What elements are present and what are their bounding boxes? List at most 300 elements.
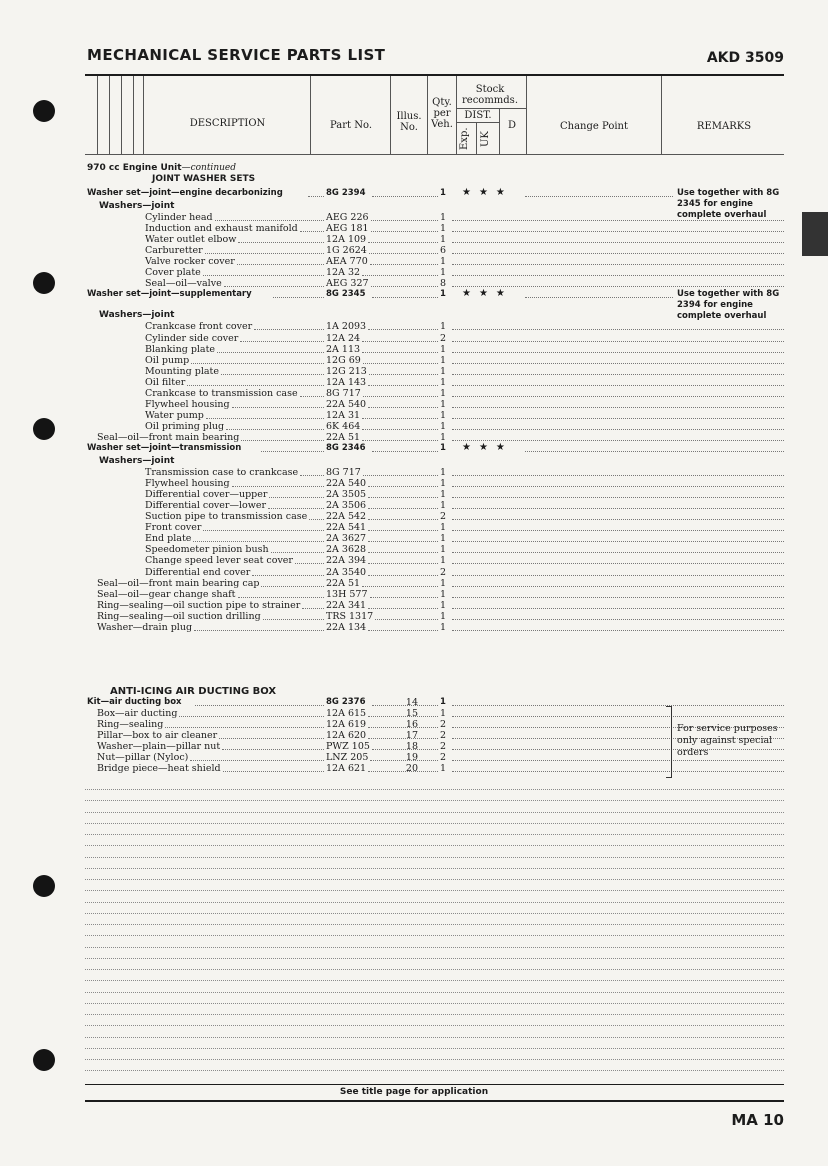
row-part-number: 22A 540 [326, 398, 367, 410]
column-illus-no: Illus. No. [396, 111, 422, 133]
row-quantity: 2 [440, 332, 447, 344]
row-part-number: 12A 109 [326, 234, 367, 246]
dot-leader [363, 363, 438, 364]
dot-leader [252, 575, 324, 576]
row-part-number: 8G 2345 [326, 289, 366, 300]
dot-leader [263, 619, 324, 620]
row-description: Differential cover—upper [145, 489, 268, 501]
dot-leader [452, 363, 784, 364]
dot-leader [452, 497, 784, 498]
dot-leader [525, 196, 673, 197]
row-remark: Use together with 8G 2394 for engine complete overhaul [677, 289, 780, 322]
row-description: Crankcase front cover [145, 321, 253, 333]
blank-line [85, 857, 784, 858]
dot-leader [368, 242, 438, 243]
row-quantity: 1 [440, 398, 447, 410]
dot-leader [452, 519, 784, 520]
row-part-number: PWZ 105 [326, 741, 370, 753]
table-row [0, 399, 828, 410]
dot-leader [452, 352, 784, 353]
table-row [0, 589, 828, 600]
dot-leader [452, 716, 784, 717]
table-row [0, 567, 828, 578]
table-row [0, 321, 828, 332]
table-row [0, 555, 828, 566]
blank-line [85, 1003, 784, 1004]
dot-leader [273, 297, 324, 298]
dot-leader [203, 275, 324, 276]
dot-leader [525, 451, 784, 452]
dot-leader [195, 705, 324, 706]
dot-leader [363, 396, 438, 397]
dot-leader [368, 329, 438, 330]
column-qty-per-vehicle: Qty. per Veh. [431, 97, 453, 130]
dot-leader [452, 374, 784, 375]
row-part-number: AEA 770 [326, 256, 368, 268]
row-part-number: 12A 615 [326, 708, 367, 720]
column-stock-recommended: Stock recommds. [462, 84, 518, 106]
stock-stars: ★★★ [462, 288, 513, 300]
dot-leader [203, 530, 324, 531]
row-description: Valve rocker cover [145, 256, 235, 268]
row-part-number: AEG 181 [326, 223, 369, 235]
row-quantity: 1 [440, 763, 447, 775]
blank-line [85, 834, 784, 835]
dot-leader [217, 352, 324, 353]
row-description: Oil filter [145, 376, 186, 388]
row-part-number: 12A 31 [326, 409, 361, 421]
footer-rule [85, 1100, 784, 1102]
row-quantity: 1 [440, 267, 447, 279]
table-row [0, 234, 828, 245]
row-quantity: 1 [440, 489, 447, 501]
table-row [0, 600, 828, 611]
dot-leader [362, 418, 438, 419]
dot-leader [362, 341, 438, 342]
row-quantity: 8 [440, 278, 447, 290]
row-description: Flywheel housing [145, 398, 230, 410]
dot-leader [372, 297, 438, 298]
column-change-point: Change Point [560, 121, 628, 132]
dot-leader [309, 519, 324, 520]
blank-line [85, 958, 784, 959]
binder-hole [33, 100, 55, 122]
dot-leader [452, 440, 784, 441]
row-quantity: 1 [440, 697, 446, 707]
row-part-number: 2A 3627 [326, 533, 367, 545]
dot-leader [268, 508, 324, 509]
table-row [0, 578, 828, 589]
dot-leader [452, 475, 784, 476]
table-row [0, 212, 828, 223]
dot-leader [226, 429, 324, 430]
row-quantity: 1 [440, 500, 447, 512]
stock-stars: ★★★ [462, 442, 513, 453]
dot-leader [452, 619, 784, 620]
dot-leader [371, 286, 438, 287]
dot-leader [368, 563, 438, 564]
row-part-number: 22A 51 [326, 431, 361, 443]
row-description: Water pump [145, 409, 204, 421]
row-description: Oil pump [145, 354, 190, 366]
dot-leader [452, 418, 784, 419]
table-row [0, 432, 828, 443]
row-part-number: 12A 619 [326, 719, 367, 731]
dot-leader [261, 451, 324, 452]
row-quantity: 1 [440, 577, 447, 589]
table-row [0, 245, 828, 256]
row-quantity: 1 [440, 289, 446, 300]
blank-line [85, 1025, 784, 1026]
row-description: Seal—oil—front main bearing cap [97, 577, 260, 589]
row-description: Cylinder head [145, 212, 213, 224]
dot-leader [452, 329, 784, 330]
dot-leader [368, 486, 438, 487]
table-row [0, 511, 828, 522]
blank-line [85, 1059, 784, 1060]
row-part-number: 12A 620 [326, 730, 367, 742]
dot-leader [223, 771, 324, 772]
table-row [0, 522, 828, 533]
dot-leader [452, 760, 784, 761]
row-quantity: 1 [440, 555, 447, 567]
blank-line [85, 1048, 784, 1049]
table-row [0, 697, 828, 708]
binder-hole [33, 1049, 55, 1071]
row-description: Ring—sealing—oil suction drilling [97, 610, 261, 622]
dot-leader [368, 530, 438, 531]
page-title: MECHANICAL SERVICE PARTS LIST [87, 46, 386, 64]
dot-leader [452, 275, 784, 276]
row-description: Transmission case to crankcase [145, 467, 299, 479]
column-export: Exp. [459, 127, 470, 150]
row-quantity: 1 [440, 188, 446, 198]
row-part-number: 8G 2376 [326, 697, 366, 707]
dot-leader [370, 264, 438, 265]
row-part-number: TRS 1317 [326, 610, 374, 622]
dot-leader [452, 429, 784, 430]
row-quantity: 2 [440, 566, 447, 578]
dot-leader [368, 541, 438, 542]
dot-leader [372, 196, 438, 197]
blank-line [85, 1014, 784, 1015]
dot-leader [165, 727, 324, 728]
group-bracket [666, 706, 672, 778]
dot-leader [368, 630, 438, 631]
row-part-number: 22A 542 [326, 511, 367, 523]
row-description: Box—air ducting [97, 708, 178, 720]
row-quantity: 6 [440, 245, 447, 257]
dot-leader [232, 407, 324, 408]
row-description: Speedometer pinion bush [145, 544, 269, 556]
dot-leader [525, 297, 673, 298]
table-row [0, 478, 828, 489]
row-description: Seal—oil—front main bearing [97, 431, 240, 443]
row-part-number: 22A 541 [326, 522, 367, 534]
table-row [0, 421, 828, 432]
dot-leader [219, 738, 324, 739]
row-description: Mounting plate [145, 365, 219, 377]
row-description: Washer—drain plug [97, 621, 193, 633]
table-row [0, 355, 828, 366]
row-illus-number: 16 [405, 719, 418, 731]
dot-leader [371, 220, 438, 221]
page-number: MA 10 [731, 1111, 784, 1129]
blank-line [85, 789, 784, 790]
dot-leader [368, 519, 438, 520]
table-row [0, 366, 828, 377]
row-illus-number: 20 [405, 763, 418, 775]
row-part-number: 12A 621 [326, 763, 367, 775]
subgroup-heading: Washers—joint [99, 456, 175, 467]
row-description: Change speed lever seat cover [145, 555, 293, 567]
row-illus-number: 17 [405, 730, 418, 742]
dot-leader [371, 231, 438, 232]
dot-leader [368, 575, 438, 576]
dot-leader [452, 396, 784, 397]
dot-leader [452, 486, 784, 487]
dot-leader [222, 749, 324, 750]
row-part-number: AEG 226 [326, 212, 369, 224]
dot-leader [452, 563, 784, 564]
row-quantity: 1 [440, 376, 447, 388]
row-description: Kit—air ducting box [87, 697, 182, 707]
row-quantity: 1 [440, 610, 447, 622]
row-description: Washer set—joint—engine decarbonizing [87, 188, 283, 198]
column-uk: UK [480, 131, 491, 147]
dot-leader [452, 530, 784, 531]
table-row [0, 377, 828, 388]
row-part-number: 2A 3506 [326, 500, 367, 512]
row-illus-number: 15 [405, 708, 418, 720]
dot-leader [452, 586, 784, 587]
section-continued: —continued [181, 163, 236, 173]
dot-leader [295, 563, 324, 564]
row-description: Seal—oil—gear change shaft [97, 588, 236, 600]
row-description: Cover plate [145, 267, 201, 279]
row-quantity: 1 [440, 478, 447, 490]
anti-icing-title: ANTI-ICING AIR DUCTING BOX [110, 686, 277, 697]
row-part-number: 8G 2346 [326, 443, 366, 453]
dot-leader [363, 475, 438, 476]
dot-leader [452, 242, 784, 243]
row-quantity: 1 [440, 343, 447, 355]
blank-line [85, 879, 784, 880]
row-quantity: 1 [440, 467, 447, 479]
row-quantity: 1 [440, 256, 447, 268]
dot-leader [452, 552, 784, 553]
dot-leader [300, 475, 324, 476]
footer-application-note: See title page for application [339, 1087, 489, 1097]
table-row [0, 344, 828, 355]
section-title [87, 163, 236, 174]
row-description: Ring—sealing [97, 719, 164, 731]
row-quantity: 1 [440, 621, 447, 633]
dot-leader [206, 418, 324, 419]
blank-line [85, 868, 784, 869]
blank-line [85, 935, 784, 936]
dot-leader [205, 253, 324, 254]
row-quantity: 2 [440, 719, 447, 731]
dot-leader [261, 586, 324, 587]
row-quantity: 1 [440, 588, 447, 600]
column-dist: DIST. [464, 110, 492, 121]
dot-leader [215, 220, 324, 221]
row-part-number: 22A 394 [326, 555, 367, 567]
dot-leader [369, 374, 438, 375]
row-part-number: 12A 24 [326, 332, 361, 344]
dot-leader [300, 396, 324, 397]
row-part-number: 22A 134 [326, 621, 367, 633]
table-row [0, 489, 828, 500]
row-description: Nut—pillar (Nyloc) [97, 752, 189, 764]
row-quantity: 2 [440, 752, 447, 764]
blank-line [85, 924, 784, 925]
dot-leader [193, 541, 324, 542]
row-description: Washer set—joint—supplementary [87, 289, 252, 300]
row-description: Blanking plate [145, 343, 216, 355]
row-part-number: 8G 717 [326, 387, 361, 399]
table-row [0, 333, 828, 344]
dot-leader [194, 630, 324, 631]
section-subtitle: JOINT WASHER SETS [152, 174, 256, 184]
row-quantity: 1 [440, 387, 447, 399]
dot-leader [452, 264, 784, 265]
row-description: Seal—oil—valve [145, 278, 222, 290]
dot-leader [368, 407, 438, 408]
dot-leader [452, 541, 784, 542]
row-quantity: 2 [440, 511, 447, 523]
table-row [0, 467, 828, 478]
dot-leader [368, 508, 438, 509]
row-remark: Use together with 8G 2345 for engine complete overhaul [677, 188, 780, 220]
dot-leader [452, 575, 784, 576]
table-row [0, 500, 828, 511]
row-quantity: 1 [440, 533, 447, 545]
dot-leader [232, 486, 324, 487]
dot-leader [452, 253, 784, 254]
row-part-number: LNZ 205 [326, 752, 369, 764]
dot-leader [370, 597, 438, 598]
row-part-number: 12A 32 [326, 267, 361, 279]
dot-leader [362, 275, 438, 276]
dot-leader [238, 242, 324, 243]
row-quantity: 1 [440, 522, 447, 534]
dot-leader [452, 705, 784, 706]
row-part-number: 22A 51 [326, 577, 361, 589]
dot-leader [300, 231, 324, 232]
row-quantity: 1 [440, 365, 447, 377]
row-illus-number: 14 [405, 697, 418, 708]
row-quantity: 2 [440, 730, 447, 742]
dot-leader [362, 586, 438, 587]
row-quantity: 1 [440, 212, 447, 224]
dot-leader [221, 374, 324, 375]
row-part-number: 8G 2394 [326, 188, 366, 198]
row-illus-number: 18 [405, 741, 418, 753]
dot-leader [241, 440, 324, 441]
blank-line [85, 812, 784, 813]
row-description: Differential cover—lower [145, 500, 267, 512]
dot-leader [452, 508, 784, 509]
dot-leader [190, 760, 324, 761]
row-quantity: 1 [440, 708, 447, 720]
row-part-number: 12G 213 [326, 365, 367, 377]
table-row [0, 763, 828, 774]
dot-leader [362, 429, 438, 430]
row-part-number: 12A 143 [326, 376, 367, 388]
row-part-number: 6K 464 [326, 420, 361, 432]
document-reference: AKD 3509 [706, 50, 784, 66]
row-quantity: 2 [440, 741, 447, 753]
dot-leader [368, 497, 438, 498]
table-row [0, 256, 828, 267]
row-description: Front cover [145, 522, 202, 534]
row-description: Washer—plain—pillar nut [97, 741, 221, 753]
dot-leader [452, 286, 784, 287]
stock-stars: ★★★ [462, 187, 513, 198]
anti-icing-remark: For service purposes only against special orders [677, 723, 778, 758]
row-description: Flywheel housing [145, 478, 230, 490]
row-description: Pillar—box to air cleaner [97, 730, 218, 742]
dot-leader [452, 341, 784, 342]
blank-line [85, 1037, 784, 1038]
blank-line [85, 913, 784, 914]
table-row [0, 622, 828, 633]
table-row [0, 533, 828, 544]
row-description: Carburetter [145, 245, 203, 257]
row-description: Ring—sealing—oil suction pipe to strainer [97, 599, 301, 611]
blank-line [85, 823, 784, 824]
row-quantity: 1 [440, 544, 447, 556]
dot-leader [368, 608, 438, 609]
row-part-number: 1A 2093 [326, 321, 367, 333]
row-quantity: 1 [440, 234, 447, 246]
row-description: Water outlet elbow [145, 234, 237, 246]
blank-line [85, 1070, 784, 1071]
dot-leader [452, 220, 784, 221]
row-description: Washer set—joint—transmission [87, 443, 242, 453]
binder-hole [33, 875, 55, 897]
dot-leader [271, 552, 324, 553]
row-part-number: 22A 341 [326, 599, 367, 611]
blank-line [85, 969, 784, 970]
dot-leader [368, 552, 438, 553]
dot-leader [238, 597, 325, 598]
table-row [0, 611, 828, 622]
row-part-number: 2A 113 [326, 343, 361, 355]
row-part-number: 1G 2624 [326, 245, 367, 257]
row-part-number: 8G 717 [326, 467, 361, 479]
dot-leader [187, 385, 324, 386]
column-part-no: Part No. [330, 120, 372, 131]
row-part-number: 22A 540 [326, 478, 367, 490]
dot-leader [452, 630, 784, 631]
row-illus-number: 19 [405, 752, 418, 764]
subgroup-heading: Washers—joint [99, 201, 175, 212]
row-part-number: 12G 69 [326, 354, 361, 366]
dot-leader [369, 253, 438, 254]
row-quantity: 1 [440, 431, 447, 443]
dot-leader [452, 385, 784, 386]
row-quantity: 1 [440, 443, 446, 453]
row-description: Cylinder side cover [145, 332, 239, 344]
dot-leader [179, 716, 324, 717]
row-quantity: 1 [440, 599, 447, 611]
row-part-number: 2A 3540 [326, 566, 367, 578]
table-row [0, 443, 828, 454]
dot-leader [237, 264, 324, 265]
